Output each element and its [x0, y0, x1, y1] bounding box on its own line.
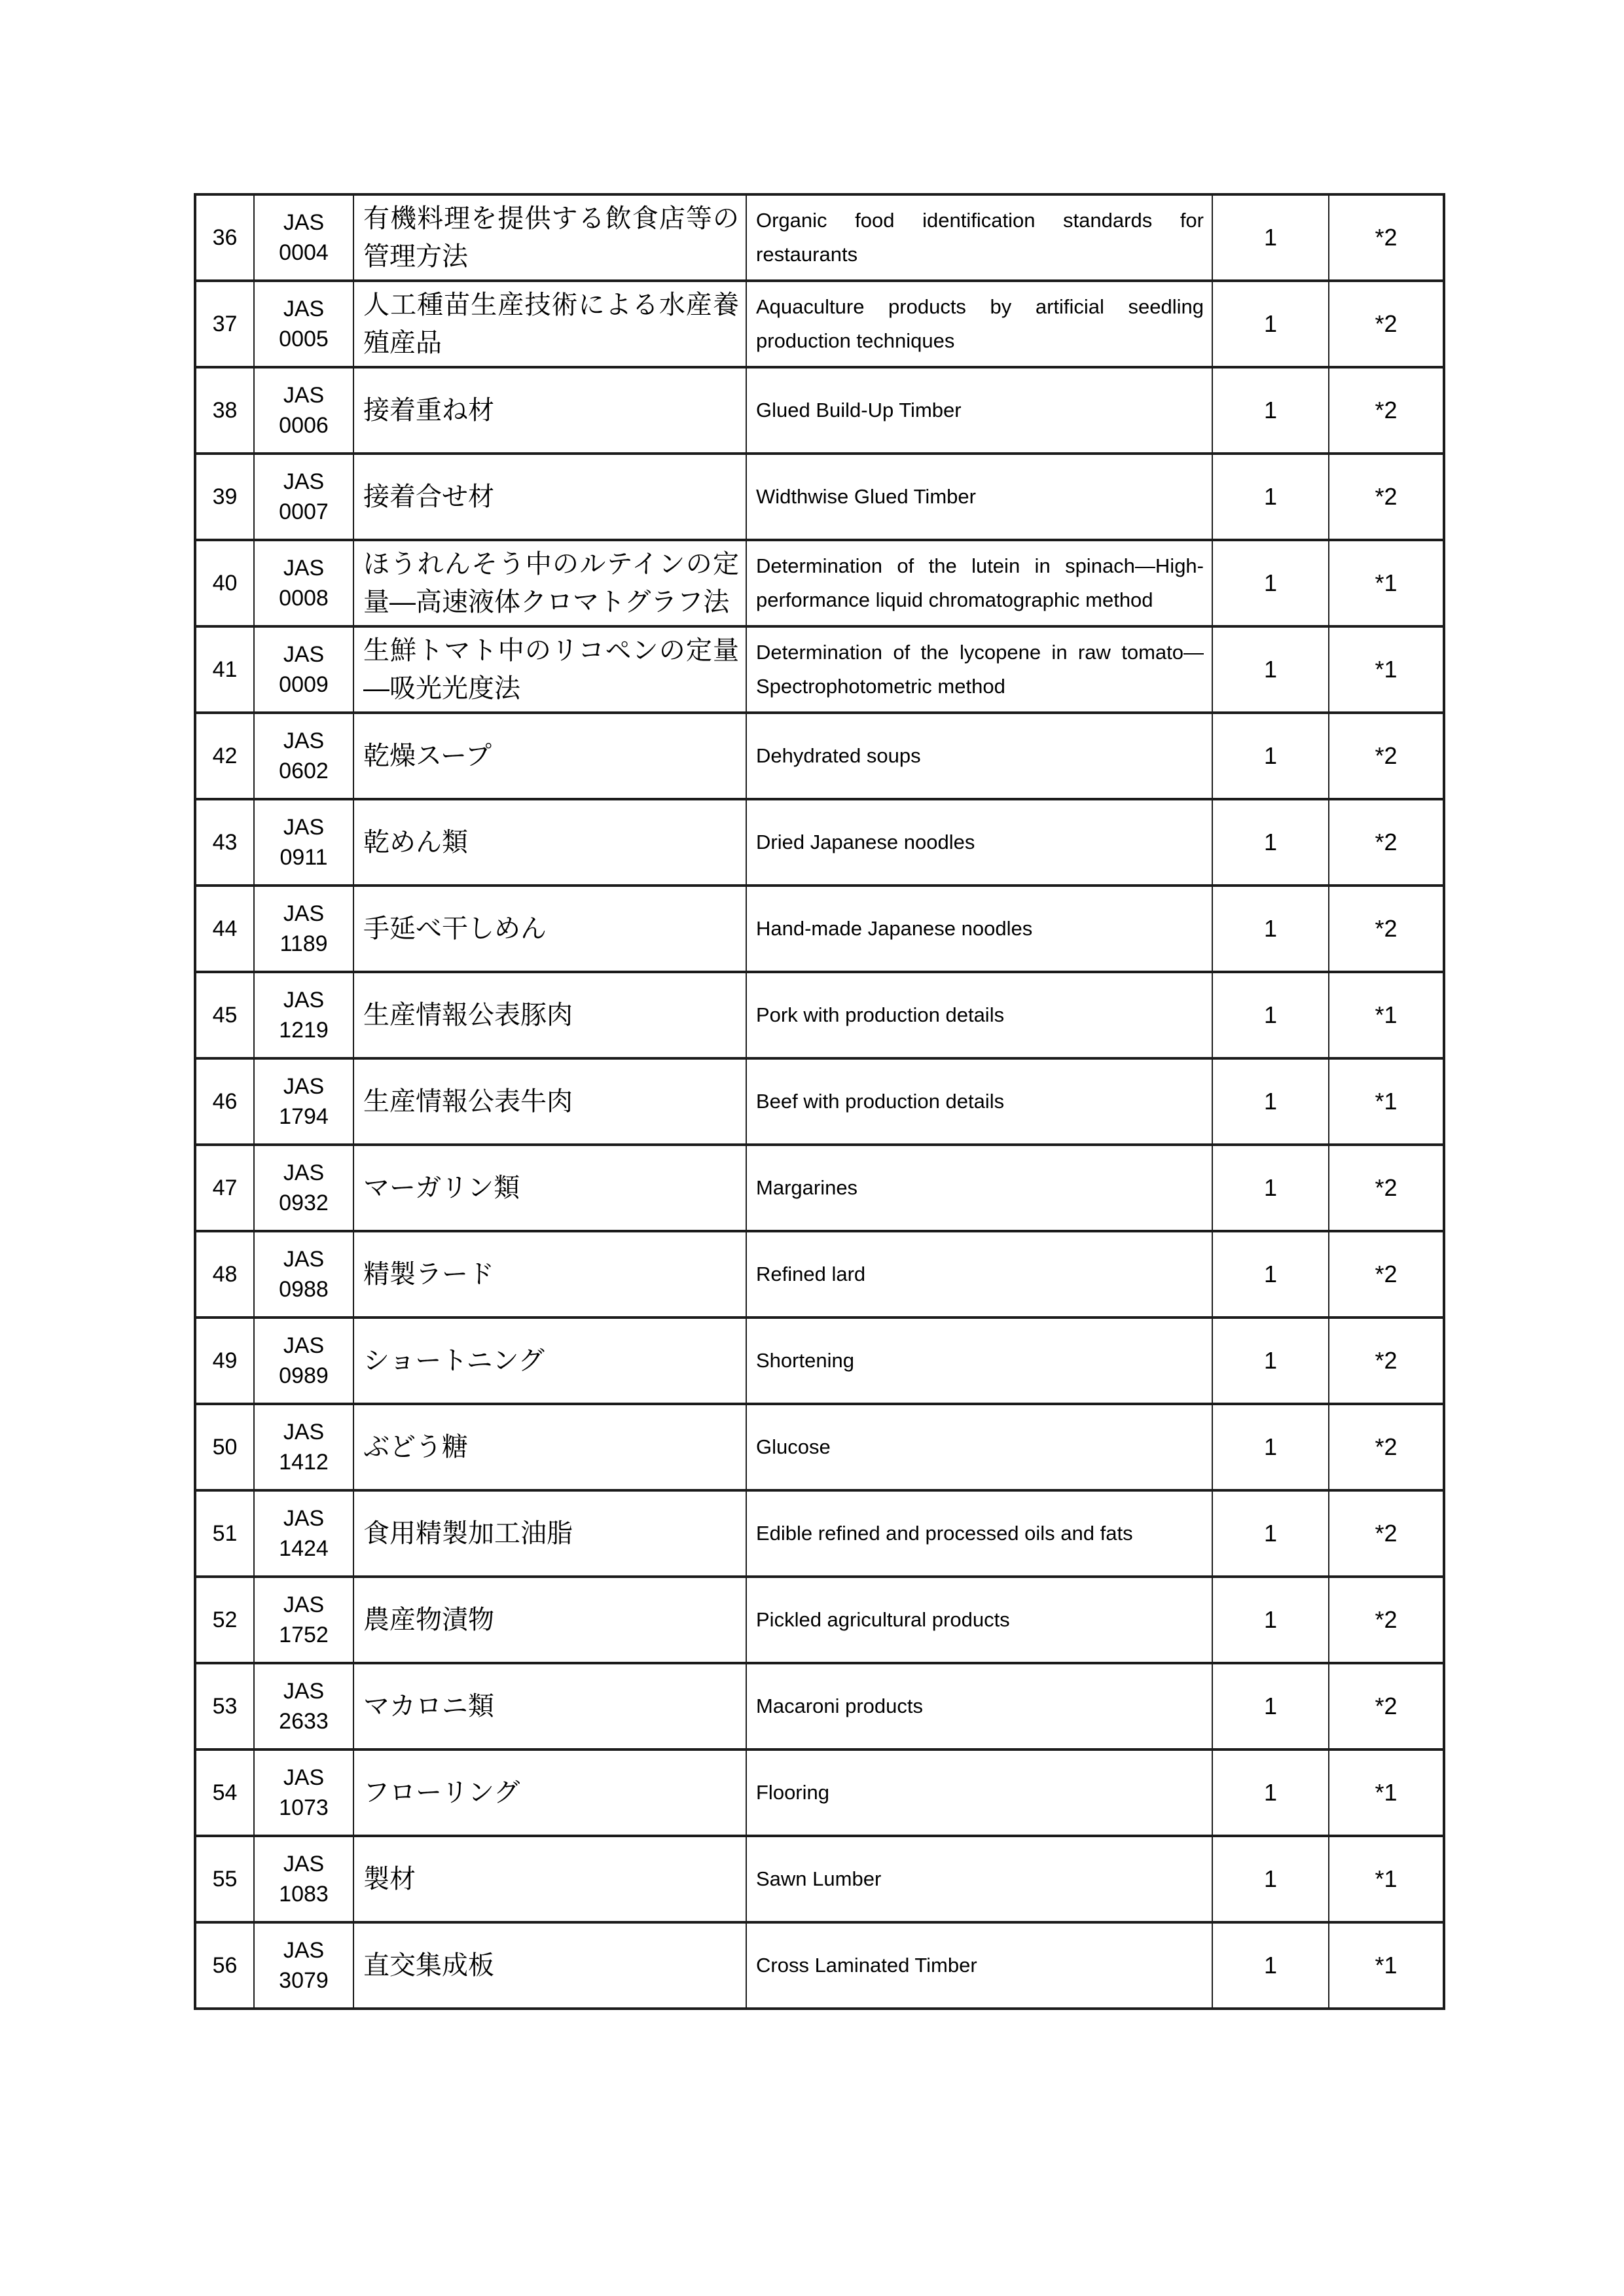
title-english: Edible refined and processed oils and fats — [756, 1522, 1133, 1545]
title-japanese-cell — [353, 1058, 746, 1145]
table-row — [195, 1836, 1444, 1922]
title-japanese-cell — [353, 1836, 746, 1922]
standard-number: 0004 — [279, 240, 329, 265]
count-cell — [1212, 1058, 1329, 1145]
count-cell — [1212, 540, 1329, 626]
title-english: Glued Build-Up Timber — [756, 399, 962, 422]
footnote-ref: *2 — [1375, 483, 1398, 510]
title-english: Determination of the lutein in spinach—High-performance liquid chromatographic method — [756, 554, 1204, 611]
footnote-ref: *2 — [1375, 1261, 1398, 1287]
title-english: Margarines — [756, 1176, 858, 1199]
row-number-cell — [195, 1145, 254, 1231]
footnote-ref: *1 — [1375, 1088, 1398, 1115]
title-japanese: ショートニング — [363, 1346, 545, 1375]
count-value: 1 — [1263, 1001, 1278, 1028]
row-number: 49 — [212, 1348, 238, 1373]
table-row — [195, 281, 1444, 367]
footnote-ref: *2 — [1375, 1606, 1398, 1633]
title-english-cell — [746, 1490, 1212, 1577]
standard-number: 0005 — [279, 327, 329, 351]
row-number: 40 — [212, 570, 238, 596]
title-japanese-cell — [353, 713, 746, 799]
count-cell — [1212, 799, 1329, 886]
row-number-cell — [195, 713, 254, 799]
row-number-cell — [195, 1577, 254, 1663]
row-number-cell — [195, 454, 254, 540]
footnote-ref-cell — [1329, 1404, 1444, 1490]
count-value: 1 — [1263, 1088, 1278, 1115]
standard-number: 0988 — [279, 1277, 329, 1302]
count-value: 1 — [1263, 742, 1278, 769]
jas-code-cell — [254, 1836, 353, 1922]
title-english: Glucose — [756, 1435, 831, 1458]
title-english-cell — [746, 1663, 1212, 1749]
table-row — [195, 713, 1444, 799]
title-english-cell — [746, 367, 1212, 454]
title-japanese-cell — [353, 281, 746, 367]
standard-number: 1073 — [279, 1795, 329, 1820]
title-english: Determination of the lycopene in raw tomato—Spectrophotometric method — [756, 641, 1204, 698]
jas-standards-table — [194, 193, 1445, 2010]
title-english-cell — [746, 1577, 1212, 1663]
title-japanese: 食用精製加工油脂 — [363, 1519, 573, 1548]
title-english-cell — [746, 799, 1212, 886]
standard-label: JAS — [283, 469, 325, 494]
standard-label: JAS — [283, 383, 325, 408]
footnote-ref: *2 — [1375, 829, 1398, 855]
title-japanese-cell — [353, 194, 746, 281]
footnote-ref-cell — [1329, 1663, 1444, 1749]
jas-code-cell — [254, 886, 353, 972]
footnote-ref-cell — [1329, 454, 1444, 540]
jas-code-cell — [254, 1749, 353, 1836]
jas-code-cell — [254, 1231, 353, 1318]
row-number-cell — [195, 886, 254, 972]
count-cell — [1212, 1836, 1329, 1922]
title-japanese-cell — [353, 1663, 746, 1749]
footnote-ref: *2 — [1375, 310, 1398, 337]
row-number-cell — [195, 1922, 254, 2009]
table-row — [195, 1318, 1444, 1404]
title-english-cell — [746, 1318, 1212, 1404]
standard-label: JAS — [283, 296, 325, 321]
row-number: 46 — [212, 1088, 238, 1114]
row-number-cell — [195, 1318, 254, 1404]
title-japanese: マーガリン類 — [363, 1174, 520, 1202]
title-english-cell — [746, 1922, 1212, 2009]
count-cell — [1212, 1577, 1329, 1663]
row-number-cell — [195, 972, 254, 1058]
table-row — [195, 1404, 1444, 1490]
title-english: Dehydrated soups — [756, 744, 921, 767]
title-english-cell — [746, 1145, 1212, 1231]
table-body — [195, 194, 1444, 2009]
jas-code-cell — [254, 1404, 353, 1490]
count-value: 1 — [1263, 483, 1278, 510]
standard-label: JAS — [283, 1247, 325, 1272]
table-row — [195, 1231, 1444, 1318]
table-row — [195, 1058, 1444, 1145]
row-number-cell — [195, 799, 254, 886]
footnote-ref-cell — [1329, 1922, 1444, 2009]
count-value: 1 — [1263, 569, 1278, 596]
table-row — [195, 1577, 1444, 1663]
count-cell — [1212, 1318, 1329, 1404]
title-english: Aquaculture products by artificial seedling production techniques — [756, 295, 1204, 352]
footnote-ref-cell — [1329, 194, 1444, 281]
title-japanese-cell — [353, 1490, 746, 1577]
row-number-cell — [195, 194, 254, 281]
standard-label: JAS — [283, 1592, 325, 1617]
standard-label: JAS — [283, 1852, 325, 1876]
row-number: 43 — [212, 829, 238, 855]
standard-label: JAS — [283, 642, 325, 667]
footnote-ref-cell — [1329, 367, 1444, 454]
title-japanese-cell — [353, 1145, 746, 1231]
footnote-ref: *2 — [1375, 1174, 1398, 1201]
jas-code-cell — [254, 1663, 353, 1749]
footnote-ref-cell — [1329, 281, 1444, 367]
count-cell — [1212, 1231, 1329, 1318]
row-number: 36 — [212, 224, 238, 250]
title-english-cell — [746, 1231, 1212, 1318]
footnote-ref-cell — [1329, 1231, 1444, 1318]
count-value: 1 — [1263, 1347, 1278, 1374]
standard-label: JAS — [283, 1506, 325, 1531]
jas-code-cell — [254, 626, 353, 713]
table-row — [195, 799, 1444, 886]
title-japanese: 製材 — [363, 1865, 416, 1893]
standard-number: 0602 — [279, 759, 329, 783]
footnote-ref: *1 — [1375, 569, 1398, 596]
standard-number: 1752 — [279, 1623, 329, 1647]
standard-number: 0989 — [279, 1363, 329, 1388]
jas-code-cell — [254, 1145, 353, 1231]
title-japanese-cell — [353, 886, 746, 972]
count-value: 1 — [1263, 1952, 1278, 1979]
title-english: Pickled agricultural products — [756, 1608, 1010, 1631]
title-english: Dried Japanese noodles — [756, 831, 975, 853]
count-cell — [1212, 367, 1329, 454]
title-english: Refined lard — [756, 1263, 866, 1285]
title-japanese-cell — [353, 799, 746, 886]
row-number: 56 — [212, 1952, 238, 1978]
title-japanese: マカロニ類 — [363, 1692, 494, 1721]
row-number-cell — [195, 1058, 254, 1145]
standard-label: JAS — [283, 1420, 325, 1444]
table-row — [195, 1922, 1444, 2009]
table-row — [195, 886, 1444, 972]
title-japanese: 接着合せ材 — [363, 482, 494, 511]
count-value: 1 — [1263, 1693, 1278, 1719]
footnote-ref-cell — [1329, 713, 1444, 799]
title-japanese-cell — [353, 1577, 746, 1663]
footnote-ref-cell — [1329, 1577, 1444, 1663]
standard-number: 1189 — [280, 931, 328, 956]
table-row — [195, 194, 1444, 281]
count-value: 1 — [1263, 310, 1278, 337]
footnote-ref: *1 — [1375, 1779, 1398, 1806]
table-row — [195, 1145, 1444, 1231]
count-cell — [1212, 1663, 1329, 1749]
footnote-ref: *2 — [1375, 1693, 1398, 1719]
footnote-ref-cell — [1329, 1749, 1444, 1836]
footnote-ref: *1 — [1375, 1865, 1398, 1892]
footnote-ref: *1 — [1375, 1001, 1398, 1028]
jas-code-cell — [254, 713, 353, 799]
standard-number: 0008 — [279, 586, 329, 611]
title-english-cell — [746, 194, 1212, 281]
standard-number: 0007 — [279, 499, 329, 524]
title-japanese: 人工種苗生産技術による水産養殖産品 — [363, 291, 739, 357]
standard-number: 1083 — [279, 1882, 329, 1907]
count-value: 1 — [1263, 224, 1278, 251]
jas-code-cell — [254, 799, 353, 886]
row-number-cell — [195, 1490, 254, 1577]
title-japanese-cell — [353, 540, 746, 626]
title-english-cell — [746, 713, 1212, 799]
title-english: Widthwise Glued Timber — [756, 485, 976, 508]
count-value: 1 — [1263, 1433, 1278, 1460]
count-cell — [1212, 972, 1329, 1058]
title-japanese: 接着重ね材 — [363, 396, 494, 425]
title-japanese: ほうれんそう中のルテインの定量—高速液体クロマトグラフ法 — [363, 550, 739, 617]
row-number: 44 — [212, 916, 238, 941]
count-cell — [1212, 1404, 1329, 1490]
count-cell — [1212, 1145, 1329, 1231]
title-japanese-cell — [353, 367, 746, 454]
count-value: 1 — [1263, 1174, 1278, 1201]
count-value: 1 — [1263, 915, 1278, 942]
row-number-cell — [195, 1836, 254, 1922]
jas-code-cell — [254, 1318, 353, 1404]
table-row — [195, 540, 1444, 626]
footnote-ref: *1 — [1375, 656, 1398, 683]
footnote-ref-cell — [1329, 972, 1444, 1058]
standard-label: JAS — [283, 1333, 325, 1358]
row-number-cell — [195, 1663, 254, 1749]
row-number: 41 — [212, 656, 238, 682]
footnote-ref-cell — [1329, 1058, 1444, 1145]
count-cell — [1212, 281, 1329, 367]
standard-label: JAS — [283, 1938, 325, 1963]
standard-number: 0006 — [279, 413, 329, 438]
title-japanese: 精製ラード — [363, 1260, 494, 1289]
row-number-cell — [195, 1404, 254, 1490]
title-english: Beef with production details — [756, 1090, 1005, 1113]
standard-label: JAS — [283, 210, 325, 235]
footnote-ref-cell — [1329, 1318, 1444, 1404]
count-cell — [1212, 886, 1329, 972]
title-japanese: 有機料理を提供する飲食店等の管理方法 — [363, 204, 739, 271]
table-row — [195, 626, 1444, 713]
footnote-ref: *2 — [1375, 1433, 1398, 1460]
jas-code-cell — [254, 1922, 353, 2009]
jas-code-cell — [254, 540, 353, 626]
standard-number: 1219 — [279, 1018, 329, 1043]
title-english: Macaroni products — [756, 1695, 924, 1717]
standard-number: 0009 — [279, 672, 329, 697]
title-english-cell — [746, 454, 1212, 540]
count-value: 1 — [1263, 1779, 1278, 1806]
title-japanese: 乾めん類 — [363, 828, 468, 857]
title-japanese: 生産情報公表牛肉 — [363, 1087, 573, 1116]
row-number-cell — [195, 367, 254, 454]
title-japanese: 直交集成板 — [363, 1951, 494, 1980]
footnote-ref: *2 — [1375, 1347, 1398, 1374]
title-japanese-cell — [353, 454, 746, 540]
title-japanese: ぶどう糖 — [363, 1433, 468, 1462]
standard-label: JAS — [283, 1074, 325, 1099]
count-cell — [1212, 1749, 1329, 1836]
footnote-ref-cell — [1329, 886, 1444, 972]
title-english: Cross Laminated Timber — [756, 1954, 977, 1977]
table-row — [195, 972, 1444, 1058]
count-cell — [1212, 713, 1329, 799]
row-number: 45 — [212, 1002, 238, 1028]
table-row — [195, 1749, 1444, 1836]
count-value: 1 — [1263, 1520, 1278, 1547]
title-english-cell — [746, 1836, 1212, 1922]
jas-code-cell — [254, 194, 353, 281]
jas-code-cell — [254, 972, 353, 1058]
row-number: 54 — [212, 1780, 238, 1805]
count-cell — [1212, 626, 1329, 713]
standard-number: 0932 — [279, 1191, 329, 1215]
row-number: 52 — [212, 1607, 238, 1632]
standard-label: JAS — [283, 901, 325, 926]
title-english-cell — [746, 281, 1212, 367]
standard-number: 2633 — [279, 1709, 329, 1734]
count-cell — [1212, 194, 1329, 281]
count-value: 1 — [1263, 1865, 1278, 1892]
table-row — [195, 1490, 1444, 1577]
title-japanese: 乾燥スープ — [363, 742, 492, 770]
count-value: 1 — [1263, 656, 1278, 683]
table-row — [195, 454, 1444, 540]
footnote-ref-cell — [1329, 540, 1444, 626]
title-english-cell — [746, 1404, 1212, 1490]
standard-label: JAS — [283, 1765, 325, 1790]
title-japanese-cell — [353, 626, 746, 713]
standard-label: JAS — [283, 1160, 325, 1185]
row-number: 47 — [212, 1175, 238, 1200]
title-english: Pork with production details — [756, 1003, 1005, 1026]
title-english-cell — [746, 540, 1212, 626]
standard-label: JAS — [283, 728, 325, 753]
row-number: 53 — [212, 1693, 238, 1719]
title-english: Organic food identification standards for restaurants — [756, 209, 1204, 266]
title-english-cell — [746, 1058, 1212, 1145]
footnote-ref: *2 — [1375, 915, 1398, 942]
row-number: 37 — [212, 311, 238, 336]
footnote-ref: *2 — [1375, 397, 1398, 423]
title-japanese-cell — [353, 972, 746, 1058]
row-number: 39 — [212, 484, 238, 509]
jas-code-cell — [254, 1577, 353, 1663]
count-cell — [1212, 1922, 1329, 2009]
row-number-cell — [195, 1749, 254, 1836]
title-japanese-cell — [353, 1749, 746, 1836]
title-english-cell — [746, 626, 1212, 713]
jas-code-cell — [254, 367, 353, 454]
row-number: 48 — [212, 1261, 238, 1287]
footnote-ref-cell — [1329, 1836, 1444, 1922]
title-english-cell — [746, 972, 1212, 1058]
standard-number: 1412 — [279, 1450, 329, 1475]
standard-number: 0911 — [280, 845, 328, 870]
count-value: 1 — [1263, 829, 1278, 855]
count-cell — [1212, 454, 1329, 540]
footnote-ref-cell — [1329, 1490, 1444, 1577]
jas-code-cell — [254, 281, 353, 367]
title-english: Sawn Lumber — [756, 1867, 882, 1890]
title-english: Shortening — [756, 1349, 854, 1372]
title-japanese-cell — [353, 1404, 746, 1490]
title-japanese: 生鮮トマト中のリコペンの定量—吸光光度法 — [363, 636, 739, 703]
footnote-ref: *2 — [1375, 224, 1398, 251]
count-value: 1 — [1263, 397, 1278, 423]
row-number: 51 — [212, 1520, 238, 1546]
standard-number: 1424 — [279, 1536, 329, 1561]
standard-label: JAS — [283, 815, 325, 840]
row-number-cell — [195, 540, 254, 626]
row-number-cell — [195, 1231, 254, 1318]
standard-number: 3079 — [279, 1968, 329, 1993]
count-value: 1 — [1263, 1261, 1278, 1287]
title-english-cell — [746, 1749, 1212, 1836]
title-japanese: 農産物漬物 — [363, 1605, 494, 1634]
table-row — [195, 367, 1444, 454]
row-number: 42 — [212, 743, 238, 768]
title-japanese: フローリング — [363, 1778, 520, 1807]
title-japanese-cell — [353, 1318, 746, 1404]
footnote-ref-cell — [1329, 1145, 1444, 1231]
standard-label: JAS — [283, 1679, 325, 1704]
jas-code-cell — [254, 1058, 353, 1145]
row-number: 38 — [212, 397, 238, 423]
footnote-ref-cell — [1329, 626, 1444, 713]
row-number-cell — [195, 626, 254, 713]
jas-code-cell — [254, 1490, 353, 1577]
row-number-cell — [195, 281, 254, 367]
title-japanese-cell — [353, 1922, 746, 2009]
row-number: 55 — [212, 1866, 238, 1892]
footnote-ref-cell — [1329, 799, 1444, 886]
count-value: 1 — [1263, 1606, 1278, 1633]
title-english-cell — [746, 886, 1212, 972]
table-row — [195, 1663, 1444, 1749]
title-japanese-cell — [353, 1231, 746, 1318]
footnote-ref: *2 — [1375, 1520, 1398, 1547]
standard-label: JAS — [283, 988, 325, 1013]
title-japanese: 生産情報公表豚肉 — [363, 1001, 573, 1030]
title-english: Flooring — [756, 1781, 829, 1804]
jas-code-cell — [254, 454, 353, 540]
title-english: Hand-made Japanese noodles — [756, 917, 1033, 940]
count-cell — [1212, 1490, 1329, 1577]
title-japanese: 手延べ干しめん — [363, 914, 547, 943]
footnote-ref: *2 — [1375, 742, 1398, 769]
standard-number: 1794 — [279, 1104, 329, 1129]
row-number: 50 — [212, 1434, 238, 1460]
footnote-ref: *1 — [1375, 1952, 1398, 1979]
standard-label: JAS — [283, 556, 325, 581]
